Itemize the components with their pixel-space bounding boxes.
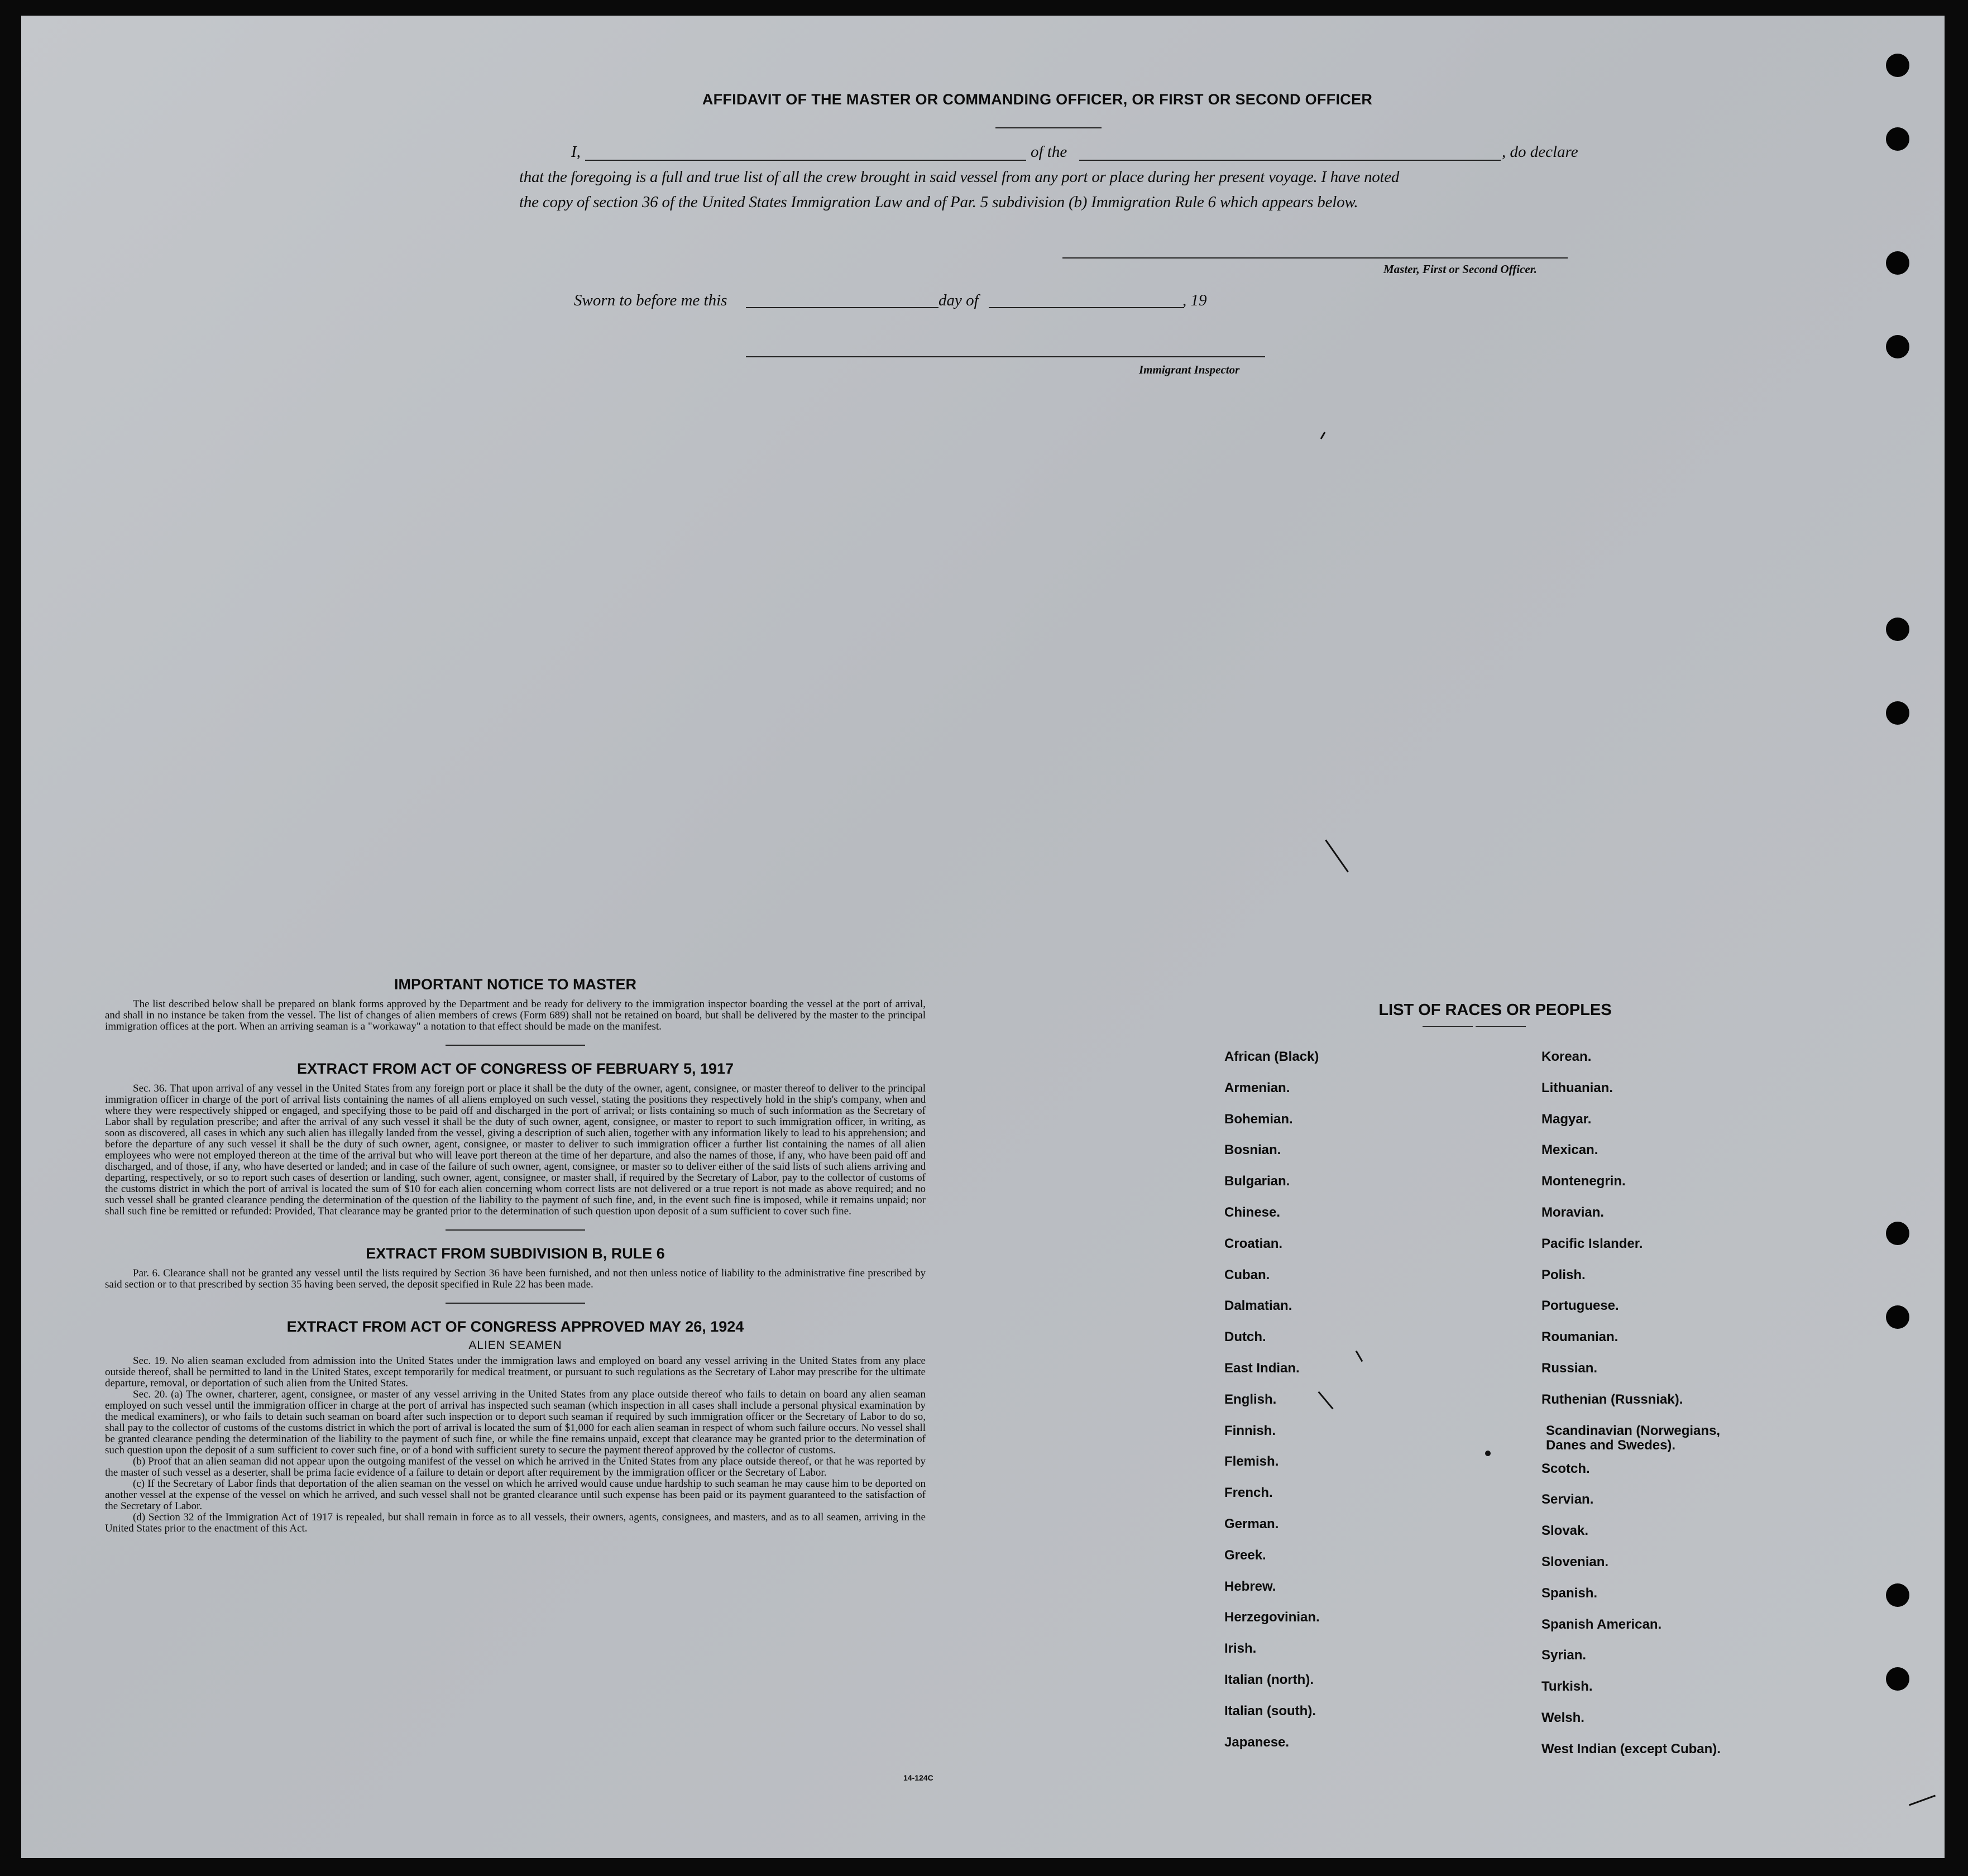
race-list-item: Italian (south). bbox=[1224, 1703, 1316, 1719]
race-list-item: Roumanian. bbox=[1541, 1329, 1619, 1345]
ink-dot bbox=[1485, 1451, 1491, 1456]
extract-1924-body bbox=[105, 1356, 926, 1534]
race-list-item: Irish. bbox=[1224, 1641, 1257, 1657]
scratch-mark bbox=[1320, 432, 1326, 439]
vessel-blank-field[interactable] bbox=[1079, 160, 1501, 161]
sworn-day-of-label: day of bbox=[938, 291, 979, 309]
punch-hole-3 bbox=[1886, 251, 1909, 275]
punch-hole-2 bbox=[1886, 127, 1909, 151]
section-divider bbox=[446, 1303, 585, 1304]
form-number: 14-124C bbox=[903, 1773, 933, 1782]
sworn-day-field[interactable] bbox=[746, 307, 938, 308]
race-list-item: Spanish American. bbox=[1541, 1616, 1662, 1632]
sec-20b-paragraph: (b) Proof that an alien seaman did not appear upon the outgoing manifest of the vessel on which he arrived in the United States from any place outside thereof, or that he was reported by the master of such vessel as a deserter, shall be prima facie evidence of a failure to detain or deport after requirement by the immigration officer or the Secretary of Labor. bbox=[105, 1456, 926, 1478]
race-list-item: Slovak. bbox=[1541, 1523, 1589, 1539]
master-signature-label: Master, First or Second Officer. bbox=[1383, 262, 1537, 276]
race-list-item: Bosnian. bbox=[1224, 1142, 1281, 1158]
race-list-item: Polish. bbox=[1541, 1267, 1586, 1282]
races-list-title: LIST OF RACES OR PEOPLES bbox=[1378, 1001, 1612, 1019]
race-list-item: German. bbox=[1224, 1516, 1279, 1532]
race-list-item: Scandinavian (Norwegians, Danes and Swedes). bbox=[1546, 1423, 1721, 1453]
race-list-item: Dutch. bbox=[1224, 1329, 1266, 1345]
scratch-mark bbox=[1318, 1391, 1333, 1410]
race-list-item: Cuban. bbox=[1224, 1267, 1270, 1282]
affidavit-i-label: I, bbox=[571, 143, 581, 161]
affidavit-of-the-label: of the bbox=[1031, 143, 1067, 161]
races-left-column bbox=[1224, 1050, 1320, 1766]
regulations-column bbox=[105, 976, 926, 1534]
race-list-item: Japanese. bbox=[1224, 1734, 1290, 1750]
race-list-item: Moravian. bbox=[1541, 1204, 1605, 1220]
race-list-item: Italian (north). bbox=[1224, 1672, 1314, 1687]
race-list-item: Bohemian. bbox=[1224, 1111, 1293, 1127]
race-list-item: Hebrew. bbox=[1224, 1578, 1276, 1594]
race-list-item: Greek. bbox=[1224, 1547, 1266, 1563]
race-list-item: Turkish. bbox=[1541, 1679, 1593, 1695]
race-list-item: Spanish. bbox=[1541, 1585, 1598, 1601]
sworn-month-field[interactable] bbox=[989, 307, 1184, 308]
race-list-item: Dalmatian. bbox=[1224, 1298, 1292, 1314]
punch-hole-5 bbox=[1886, 618, 1909, 641]
punch-hole-9 bbox=[1886, 1583, 1909, 1607]
race-list-item: Bulgarian. bbox=[1224, 1174, 1290, 1189]
race-list-item: Pacific Islander. bbox=[1541, 1236, 1643, 1251]
race-list-item: Russian. bbox=[1541, 1360, 1598, 1376]
rule-6-heading: EXTRACT FROM SUBDIVISION B, RULE 6 bbox=[366, 1245, 665, 1262]
document-sheet bbox=[21, 16, 1945, 1858]
section-divider bbox=[446, 1045, 585, 1046]
sec-20c-paragraph: (c) If the Secretary of Labor finds that deportation of the alien seaman on the vessel on which he arrived would cause undue hardship to such seaman he may cause him to be deported on another vessel at the expense of the vessel on which he arrived, and such vessel shall not be granted clearance until such expense has been paid or its payment guaranteed to the satisfaction of the Secretary of Labor. bbox=[105, 1478, 926, 1512]
sworn-label: Sworn to before me this bbox=[574, 291, 727, 309]
punch-hole-8 bbox=[1886, 1305, 1909, 1329]
scratch-mark bbox=[1325, 839, 1349, 872]
affidavit-statement-line-3: the copy of section 36 of the United States Immigration Law and of Par. 5 subdivision (b) Immigration Rule 6 which appears below. bbox=[519, 193, 1358, 211]
sec-19-paragraph: Sec. 19. No alien seaman excluded from admission into the United States under the immigration laws and employed on board any vessel arriving in the United States from any place outside thereof, shall be permitted to land in the United States, except temporarily for medical treatment, or pursuant to such regulations as the Secretary of Labor may prescribe for the ultimate departure, removal, or deportation of such alien from the United States. bbox=[105, 1355, 926, 1389]
section-divider bbox=[446, 1229, 585, 1231]
race-list-item: Korean. bbox=[1541, 1049, 1592, 1064]
race-list-item: Croatian. bbox=[1224, 1236, 1283, 1251]
par-6-paragraph: Par. 6. Clearance shall not be granted any vessel until the lists required by Section 36 have been furnished, and not then unless notice of liability to the administrative fine prescribed by said section or to that prescribed by section 35 having been served, the deposit specified in Rule 22 has been made. bbox=[105, 1267, 926, 1290]
scratch-mark bbox=[1356, 1351, 1363, 1362]
races-title-underline bbox=[1423, 1026, 1473, 1027]
title-underline bbox=[995, 127, 1102, 128]
punch-hole-6 bbox=[1886, 701, 1909, 725]
affidavit-declare-label: , do declare bbox=[1502, 143, 1578, 161]
notice-paragraph: The list described below shall be prepared on blank forms approved by the Department and be ready for delivery to the immigration inspector boarding the vessel at the port of arrival, and shall in no instance be taken from the vessel. The list of changes of alien members of crews (Form 689) shall not be retained on board, but shall be delivered by the master to the principal immigration offices at the port. When an arriving seaman is a "workaway" a notation to that effect should be made on the manifest. bbox=[105, 998, 926, 1032]
race-list-item: Magyar. bbox=[1541, 1111, 1592, 1127]
rule-6-body bbox=[105, 1268, 926, 1290]
alien-seamen-subheading: ALIEN SEAMEN bbox=[468, 1339, 562, 1352]
race-list-item: Portuguese. bbox=[1541, 1298, 1619, 1314]
race-list-item: Welsh. bbox=[1541, 1710, 1584, 1725]
punch-hole-10 bbox=[1886, 1667, 1909, 1691]
race-list-item: Flemish. bbox=[1224, 1454, 1279, 1470]
race-list-item: Slovenian. bbox=[1541, 1554, 1609, 1569]
race-list-item: Syrian. bbox=[1541, 1648, 1587, 1663]
master-signature-field[interactable] bbox=[1062, 257, 1568, 259]
extract-1917-body bbox=[105, 1083, 926, 1217]
affidavit-statement-line-2: that the foregoing is a full and true list of all the crew brought in said vessel from any port or place during her present voyage. I have noted bbox=[519, 168, 1400, 186]
name-blank-field[interactable] bbox=[585, 160, 1026, 161]
notice-body bbox=[105, 999, 926, 1032]
punch-hole-1 bbox=[1886, 54, 1909, 77]
punch-hole-7 bbox=[1886, 1222, 1909, 1245]
races-right-column bbox=[1541, 1050, 1747, 1773]
race-list-item: Scotch. bbox=[1541, 1461, 1590, 1476]
sec-20d-paragraph: (d) Section 32 of the Immigration Act of 1917 is repealed, but shall remain in force as to all vessels, their owners, agents, consignees, and masters, and as to all seamen, arriving in the United States prior to the enactment of this Act. bbox=[105, 1511, 926, 1534]
race-list-item: African (Black) bbox=[1224, 1049, 1319, 1064]
race-list-item: Chinese. bbox=[1224, 1204, 1281, 1220]
race-list-item: Herzegovinian. bbox=[1224, 1610, 1320, 1625]
race-list-item: Finnish. bbox=[1224, 1423, 1276, 1438]
race-list-item: Ruthenian (Russniak). bbox=[1541, 1391, 1683, 1407]
race-list-item: Lithuanian. bbox=[1541, 1080, 1613, 1095]
inspector-signature-label: Immigrant Inspector bbox=[1139, 363, 1240, 376]
races-title-underline bbox=[1476, 1026, 1526, 1027]
race-list-item: English. bbox=[1224, 1391, 1277, 1407]
extract-1917-heading: EXTRACT FROM ACT OF CONGRESS OF FEBRUARY 5, 1917 bbox=[296, 1060, 734, 1077]
race-list-item: East Indian. bbox=[1224, 1360, 1300, 1376]
race-list-item: French. bbox=[1224, 1485, 1273, 1501]
inspector-signature-field[interactable] bbox=[746, 356, 1265, 357]
sworn-year-label: , 19 bbox=[1182, 291, 1207, 309]
affidavit-title: AFFIDAVIT OF THE MASTER OR COMMANDING OFFICER, OR FIRST OR SECOND OFFICER bbox=[702, 91, 1373, 108]
race-list-item: Servian. bbox=[1541, 1492, 1594, 1508]
race-list-item: West Indian (except Cuban). bbox=[1541, 1741, 1721, 1757]
notice-heading: IMPORTANT NOTICE TO MASTER bbox=[394, 976, 636, 993]
sec-20a-paragraph: Sec. 20. (a) The owner, charterer, agent, consignee, or master of any vessel arriving in the United States from any place outside thereof who fails to detain on board any alien seaman employed on such vessel until the immigration officer in charge at the port of arrival has inspected such seaman (which inspection in all cases shall include a personal physical examination by the medical examiners), or who fails to detain such seaman on board after such inspection or to deport such seaman if required by such immigration officer or the Secretary of Labor to do so, shall pay to the collector of customs of the customs district in which the port of arrival is located the sum of $1,000 for each alien seaman in respect of whom such failure occurs. No vessel shall be granted clearance pending the determination of the liability to the payment of such fine, or while the fine remains unpaid, except that clearance may be granted prior to the determination of such question upon the deposit of a sum sufficient to cover such fine, or of a bond with sufficient surety to secure the payment thereof approved by the collector of customs. bbox=[105, 1389, 926, 1456]
scratch-mark bbox=[1909, 1795, 1936, 1806]
sec-36-paragraph: Sec. 36. That upon arrival of any vessel in the United States from any foreign port or place it shall be the duty of the owner, agent, consignee, or master thereof to deliver to the principal immigration officer in charge of the port of arrival lists containing the names of all aliens employed on such vessel, stating the positions they respectively hold in the ship's company, when and where they were respectively shipped or engaged, and specifying those to be paid off and discharged in the port of arrival; or lists containing so much of such information as the Secretary of Labor shall by regulation prescribe; and after the arrival of any such vessel it shall be the duty of such owner, agent, consignee, or master to report to such immigration officer, in writing, as soon as discovered, all cases in which any such alien has illegally landed from the vessel, giving a description of such alien, together with any information likely to lead to his apprehension; and before the departure of any such vessel it shall be the duty of such owner, agent, consignee, or master to deliver to such immigration officer a further list containing the names of all alien employees who were not employed thereon at the time of the arrival but who will leave port thereon at the time of her departure, and also the names of those, if any, who have been paid off and discharged, and of those, if any, who have deserted or landed; and in case of the failure of such owner, agent, consignee, or master so to deliver either of the said lists of such aliens arriving and departing, respectively, or so to report such cases of desertion or landing, such owner, agent, consignee, or master shall, if required by the Secretary of Labor, pay to the collector of customs of the customs district in which the port of arrival is located the sum of $10 for each alien concerning whom correct lists are not delivered or a true report is not made as above required; and no such vessel shall be granted clearance pending the determination of the question of the liability to the payment of such fine, and, in the event such fine is imposed, while it remains unpaid; nor shall such fine be remitted or refunded: Provided, That clearance may be granted prior to the determination of such question upon deposit of a sum sufficient to cover such fine. bbox=[105, 1083, 926, 1217]
race-list-item: Montenegrin. bbox=[1541, 1174, 1626, 1189]
extract-1924-heading: EXTRACT FROM ACT OF CONGRESS APPROVED MAY 26, 1924 bbox=[286, 1318, 744, 1335]
race-list-item: Armenian. bbox=[1224, 1080, 1290, 1095]
punch-hole-4 bbox=[1886, 335, 1909, 358]
race-list-item: Mexican. bbox=[1541, 1142, 1598, 1158]
